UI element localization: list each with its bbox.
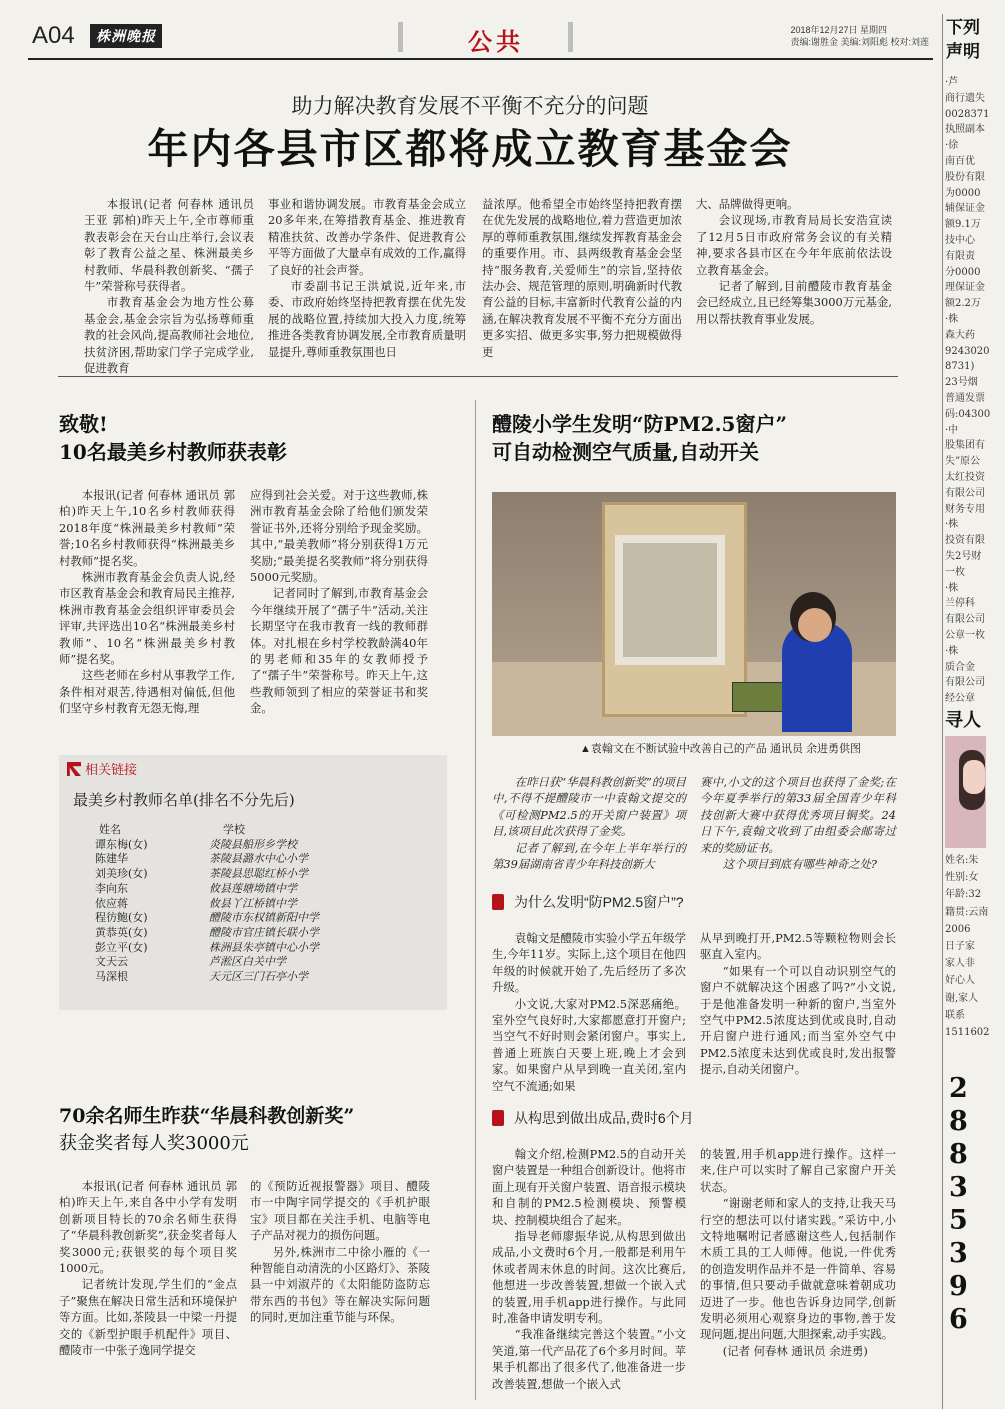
- teacher-name: 依应蒋: [95, 896, 128, 910]
- notice-line: 有限公司: [945, 487, 985, 499]
- teacher-name: 李向东: [95, 881, 128, 895]
- teacher-name: 彭立平(女): [95, 940, 148, 954]
- paragraph: 小文说,大家对PM2.5深恶痛绝。室外空气良好时,大家都愿意打开窗户;当空气不好时则会紧闭窗户。事实上,普通上班族白天要上班,晚上才会到家。如果窗户从早到晚一直关闭,室内空气不流通;如果: [492, 996, 686, 1093]
- teacher-school: 天元区三门石亭小学: [209, 970, 308, 984]
- notice-line: ·株: [945, 645, 959, 657]
- invention-why-column-1: [492, 930, 686, 1094]
- table-row: [95, 926, 409, 941]
- teacher-name: 刘美珍(女): [95, 867, 148, 881]
- teacher-school: 株洲县朱亭镇中心小学: [209, 940, 319, 954]
- invention-intro-column-1: [492, 774, 686, 872]
- notice-line: ·徐: [945, 140, 959, 152]
- awards-headline-line1: 70余名师生昨获“华晨科教创新奖”: [59, 1105, 355, 1127]
- notice-line: ·株: [945, 519, 959, 531]
- notice-line: 股集团有: [945, 440, 985, 452]
- teacher-name: 文天云: [95, 955, 128, 969]
- related-tag: [67, 759, 137, 778]
- notice-line: ·株: [945, 314, 959, 325]
- masthead: [28, 18, 933, 60]
- awards-subheadline: 获金奖者每人奖3000元: [59, 1133, 249, 1154]
- paragraph: 大、品牌做得更响。: [696, 197, 799, 211]
- teacher-school: 芦淞区白关中学: [209, 955, 286, 969]
- lead-column-3: [482, 196, 682, 360]
- page-number: A04: [32, 22, 75, 49]
- paragraph: “如果有一个可以自动识别空气的窗户不就解决这个困惑了吗?”小文说,于是他准备发明一种新的窗户,当室外空气中PM2.5浓度达到优或良时,自动开启窗户进行通风;而当室外空气中PM2.5浓度未达到优或良时,发出报警提示,自动关闭窗户。: [700, 963, 896, 1077]
- paragraph: 这些老师在乡村从事教学工作,条件相对艰苦,待遇相对偏低,但他们坚守乡村教育无怨无悔,理: [59, 668, 235, 716]
- table-row: [95, 955, 409, 970]
- masthead-divider: [398, 22, 403, 52]
- related-title: 最美乡村教师名单(排名不分先后): [73, 791, 295, 809]
- date-text: 2018年12月27日 星期四: [790, 25, 888, 35]
- awards-headline: [59, 1102, 469, 1158]
- paragraph: 另外,株洲市二中徐小雁的《一种智能自动清洗的小区路灯》、茶陵县一中刘淑芹的《太阳能防盗防忘带东西的书包》等在解决实际问题的同时,更加注重节能与环保。: [250, 1244, 430, 1325]
- lead-column-4: [696, 196, 892, 327]
- notice-line: 8731): [945, 361, 975, 373]
- table-row: [95, 882, 409, 897]
- teacher-name: 谭东梅(女): [95, 837, 148, 851]
- teacher-school: 攸县丫江桥镇中学: [209, 896, 297, 910]
- person-detail-line: 2006: [945, 923, 971, 935]
- notice-title: 下列声明: [946, 18, 980, 62]
- table-row: [95, 911, 409, 926]
- invention-process-column-1: [492, 1146, 686, 1392]
- paragraph: 这个项目到底有哪些神奇之处?: [722, 857, 877, 872]
- notice-line: 辅保证金: [945, 203, 985, 215]
- person-detail-line: 联系: [945, 1009, 965, 1021]
- teacher-school: 醴陵市东权镇新阳中学: [209, 911, 319, 925]
- notice-line: 经公章: [945, 693, 975, 705]
- section-title: 公共: [468, 27, 524, 56]
- paragraph: “谢谢老师和家人的支持,让我天马行空的想法可以付诸实践。”采访中,小文特地嘱咐记者感谢这些人,包括制作木质工具的工人师傅。他说,一件优秀的创造发明作品并不是一件简单、容易的事情,但只要动手做就意味着朝成功迈进了一步。他也告诉身边同学,创新发明必须用心观察身边的事物,善于发现问题,提出问题,大胆探索,动手实践。: [700, 1196, 896, 1342]
- teacher-school: 攸县莲塘坳镇中学: [209, 881, 297, 895]
- person-detail-line: 家人非: [945, 958, 975, 970]
- editor-credits: 责编:谢胜金 美编:刘阳彪 校对:刘莲: [790, 37, 929, 47]
- paragraph: 袁翰文是醴陵市实验小学五年级学生,今年11岁。实际上,这个项目在他四年级的时候就开始了,先后经历了多次升级。: [492, 931, 686, 995]
- person-detail-line: 1511602: [945, 1027, 990, 1038]
- table-row: [95, 970, 409, 985]
- paragraph: 本报讯(记者 何春林 通讯员 郭柏)昨天上午,来自各中小学有发明创新项目特长的70余名师生获得了“华晨科教创新奖”,获金奖者每人奖3000元;获银奖的每个项目奖1000元。: [59, 1179, 237, 1276]
- paragraph: 从早到晚打开,PM2.5等颗粒物则会长驱直入室内。: [700, 931, 896, 962]
- masthead-divider: [568, 22, 573, 52]
- paper-logo: 株洲晚报: [90, 24, 162, 48]
- notice-line: 理保证金: [945, 282, 985, 294]
- paragraph: 记者了解到,目前醴陵市教育基金会已经成立,且已经筹集3000万元基金,用以帮扶教育事业发展。: [696, 279, 892, 326]
- subhead-marker-icon: [492, 1110, 504, 1126]
- notice-line: 码:04300: [945, 408, 991, 420]
- notice-line: 有限责: [945, 250, 975, 262]
- person-detail-line: 籍贯:云南: [945, 906, 989, 918]
- paragraph: 株洲市教育基金会负责人说,经市区教育基金会和教育局民主推荐,株洲市教育基金会组织评审委员会评审,共评选出10名“株洲最美乡村教师”、10名“株洲最美乡村教师”提名奖。: [59, 570, 235, 667]
- notice-line: 兰停科: [945, 598, 975, 610]
- notice-line: 股份有限: [945, 171, 985, 183]
- paragraph: 本报讯(记者 何春林 通讯员 王亚 郭柏)昨天上午,全市尊师重教表彰会在天台山庄举行,会议表彰了教育公益之星、株洲最美乡村教师、华晨科教创新奖、“孺子牛”荣誉称号获得者。: [84, 197, 254, 294]
- teacher-name: 程彷鲍(女): [95, 911, 148, 925]
- paragraph: 翰文介绍,检测PM2.5的自动开关窗户装置是一种组合创新设计。他将市面上现有开关窗户装置、语音报示模块和自制的PM2.5检测模块、预警模块、控制模块组合了起来。: [492, 1147, 686, 1227]
- teacher-name: 马深根: [95, 970, 128, 984]
- paragraph: 应得到社会关爱。对于这些教师,株洲市教育基金会除了给他们颁发荣誉证书外,还将分别给予现金奖励。其中,“最美教师”将分别获得1万元奖励;“最美提名奖教师”将分别获得5000元奖励。: [250, 488, 428, 585]
- notice-line: 太红投资: [945, 472, 985, 483]
- notice-line: 质合金: [945, 661, 975, 673]
- paragraph: 益浓厚。他希望全市始终坚持把教育摆在优先发展的战略地位,着力营造更加浓厚的尊师重教氛围,继续发挥教育基金会的重要作用。市、县两级教育基金会坚持“服务教育,关爱师生”的宗旨,坚持依法办会、规范管理的原则,明确新时代教育公益的目标,丰富新时代教育公益的内涵,在解决教育发展不平衡不充分方面出更多实招、做更多实事,努力把规模做得更: [482, 197, 682, 359]
- paragraph: 指导老师廖振华说,从构思到做出成品,小文费时6个月,一般都是利用午休或者周末休息的时间。这次比赛后,他想进一步改善装置,想做一个嵌入式的装置,用手机app进行操作。与此同时,准备申请发明专利。: [492, 1229, 686, 1326]
- contact-number-digits: 28835396: [949, 1073, 968, 1335]
- notice-line: 财务专用: [945, 503, 985, 515]
- notice-line: 额9.1万: [945, 219, 981, 231]
- notice-line: 投资有限: [945, 535, 985, 547]
- notice-line: 分0000: [945, 266, 981, 278]
- paragraph: 记者了解到,在今年上半年举行的第39届湖南省青少年科技创新大: [492, 840, 686, 872]
- person-detail-line: 日子家: [945, 941, 975, 952]
- notice-line: 为0000: [945, 187, 981, 199]
- section-divider: [58, 376, 898, 377]
- subhead-process: [492, 1108, 694, 1128]
- paragraph: 记者统计发现,学生们的“金点子”聚焦在解决日常生活和环境保护等方面。比如,茶陵县一中梁一丹提交的《新型护眼手机配件》项目、醴陵市一中张子逸同学提交: [59, 1277, 237, 1358]
- notice-line: 额2.2万: [945, 298, 981, 310]
- notice-line: ·中: [945, 424, 959, 436]
- photo-caption: ▲袁翰文在不断试验中改善自己的产品 通讯员 余进勇供图: [580, 743, 861, 755]
- paragraph: 在昨日获“华晨科教创新奖”的项目中,不得不提醴陵市一中袁翰文提交的《可检测PM2.5的开关窗户装置》项目,该项目此次获得了金奖。: [492, 775, 686, 839]
- invention-intro-column-2: [700, 774, 896, 872]
- notice-line: 商行遗失: [945, 92, 985, 104]
- invention-why-column-2: [700, 930, 896, 1078]
- teacher-school: 炎陵县船形乡学校: [209, 837, 297, 851]
- related-tag-label: 相关链接: [85, 762, 138, 777]
- person-detail-line: 姓名:朱: [945, 855, 979, 866]
- column-divider: [475, 400, 476, 1400]
- paragraph: 会议现场,市教育局局长安浩宣读了12月5日市政府常务会议的有关精神,要求各县市区在今年年底前依法设立教育基金会。: [696, 213, 892, 277]
- teacher-school: 茶陵县潞水中心小学: [209, 852, 308, 866]
- lead-kicker: 助力解决教育发展不平衡不充分的问题: [291, 94, 649, 118]
- teacher-list-table: [95, 823, 409, 985]
- teachers-headline-line2: 10名最美乡村教师获表彰: [59, 440, 287, 464]
- notice-line: 9243020: [945, 345, 990, 357]
- lead-column-2: [268, 196, 466, 360]
- teacher-school: 醴陵市官庄镇长联小学: [209, 925, 319, 939]
- table-header: [95, 823, 409, 838]
- paragraph: 的装置,用手机app进行操作。这样一来,住户可以实时了解自己家窗户开关状态。: [700, 1147, 896, 1194]
- teacher-name: 陈建华: [95, 852, 128, 866]
- reporter-credit: (记者 何春林 通讯员 余进勇): [722, 1343, 868, 1358]
- missing-person-title: 寻人: [945, 710, 981, 731]
- paragraph: 市委副书记王洪斌说,近年来,市委、市政府始终坚持把教育摆在优先发展的战略位置,持续加大投入力度,统筹推进各类教育协调发展,全市教育质量明显提升,尊师重教氛围也日: [268, 279, 466, 359]
- notice-line: 有限公司: [945, 677, 985, 689]
- adjacent-column-strip: [942, 14, 991, 1409]
- paragraph: 的《预防近视报警器》项目、醴陵市一中陶宇同学提交的《手机护眼宝》项目都在关注手机、电脑等电子产品对视力的损伤问题。: [250, 1179, 430, 1243]
- teachers-column-1: [59, 487, 235, 717]
- teacher-school: 茶陵县思聪红桥小学: [209, 867, 308, 881]
- subhead-marker-icon: [492, 894, 504, 910]
- person-detail-line: 年龄:32: [945, 889, 982, 901]
- person-detail-line: 性别:女: [945, 872, 979, 884]
- awards-column-1: [59, 1178, 237, 1358]
- table-row: [95, 897, 409, 912]
- paragraph: 记者同时了解到,市教育基金会今年继续开展了“孺子牛”活动,关注长期坚守在我市教育一线的教师群体。对扎根在乡村学校教龄满40年的男老师和35年的女教师授予了“孺子牛”荣誉称号。昨天上午,这些教师领到了相应的荣誉证书和奖金。: [250, 586, 428, 716]
- subhead-text: 从构思到做出成品,费时6个月: [514, 1110, 694, 1126]
- paragraph: “我准备继续完善这个装置。”小文笑道,第一代产品花了6个多月时间。苹果手机都出了很多代了,他准备进一步改善装置,想做一个嵌入式: [492, 1327, 686, 1391]
- table-row: [95, 852, 409, 867]
- invention-process-column-2: [700, 1146, 896, 1359]
- table-row: [95, 867, 409, 882]
- paragraph: 赛中,小文的这个项目也获得了金奖;在今年夏季举行的第33届全国青少年科技创新大赛中获得优秀项目铜奖。24日下午,袁翰文收到了由组委会邮寄过来的奖励证书。: [700, 775, 896, 855]
- notice-line: 森大药: [945, 329, 975, 341]
- lead-headline: 年内各县市区都将成立教育基金会: [147, 125, 793, 173]
- notice-line: 失”原公: [945, 456, 981, 468]
- missing-person-photo: [945, 736, 986, 848]
- related-links-box: [59, 755, 447, 1010]
- lead-column-1: [84, 196, 254, 376]
- dateline: [790, 24, 929, 48]
- notice-line: 技中心: [945, 235, 975, 246]
- notice-line: 一枚: [945, 566, 965, 578]
- news-photo: [492, 492, 896, 736]
- invention-headline-line2: 可自动检测空气质量,自动开关: [492, 440, 759, 464]
- teacher-name: 黄恭英(女): [95, 925, 148, 939]
- notice-line: 0028371: [945, 108, 990, 120]
- paragraph: 市教育基金会为地方性公募基金会,基金会宗旨为弘扬尊师重教的社会风尚,提高教师社会地位,扶贫济困,帮助家门学子完成学业,促进教育: [84, 295, 254, 376]
- invention-headline: [492, 410, 912, 466]
- notice-line: 23号烟: [945, 377, 978, 389]
- paragraph: 事业和谐协调发展。市教育基金会成立20多年来,在筹措教育基金、推进教育精准扶贫、改善办学条件、促进教育公平等方面做了大量卓有成效的工作,赢得了良好的社会声誉。: [268, 197, 466, 277]
- person-detail-line: 谢,家人: [945, 992, 979, 1004]
- table-row: [95, 838, 409, 853]
- notice-line: 执照副本: [945, 124, 985, 136]
- paragraph: 本报讯(记者 何春林 通讯员 郭柏)昨天上午,10名乡村教师获得2018年度“株洲最美乡村教师”荣誉;10名乡村教师获得“株洲最美乡村教师”提名奖。: [59, 488, 235, 568]
- window-model: [602, 502, 747, 717]
- notice-line: ·株: [945, 582, 959, 594]
- subhead-text: 为什么发明“防PM2.5窗户”?: [514, 894, 684, 910]
- notice-line: 有限公司: [945, 614, 985, 626]
- notice-line: 公章一枚: [945, 630, 985, 641]
- invention-headline-line1: 醴陵小学生发明“防PM2.5窗户”: [492, 412, 787, 436]
- notice-line: ·芦: [945, 77, 959, 88]
- awards-column-2: [250, 1178, 430, 1326]
- person-detail-line: 好心人: [945, 975, 975, 987]
- arrow-down-right-icon: [67, 762, 81, 776]
- teachers-headline: [59, 410, 459, 466]
- notice-line: 南百优: [945, 156, 975, 167]
- subhead-why: [492, 892, 684, 912]
- school-column-header: 学校: [223, 823, 245, 836]
- notice-line: 普通发票: [945, 393, 985, 404]
- notice-line: 失2号财: [945, 551, 982, 562]
- name-column-header: 姓名: [99, 823, 121, 836]
- table-row: [95, 941, 409, 956]
- teachers-headline-line1: 致敬!: [59, 412, 108, 436]
- teachers-column-2: [250, 487, 428, 717]
